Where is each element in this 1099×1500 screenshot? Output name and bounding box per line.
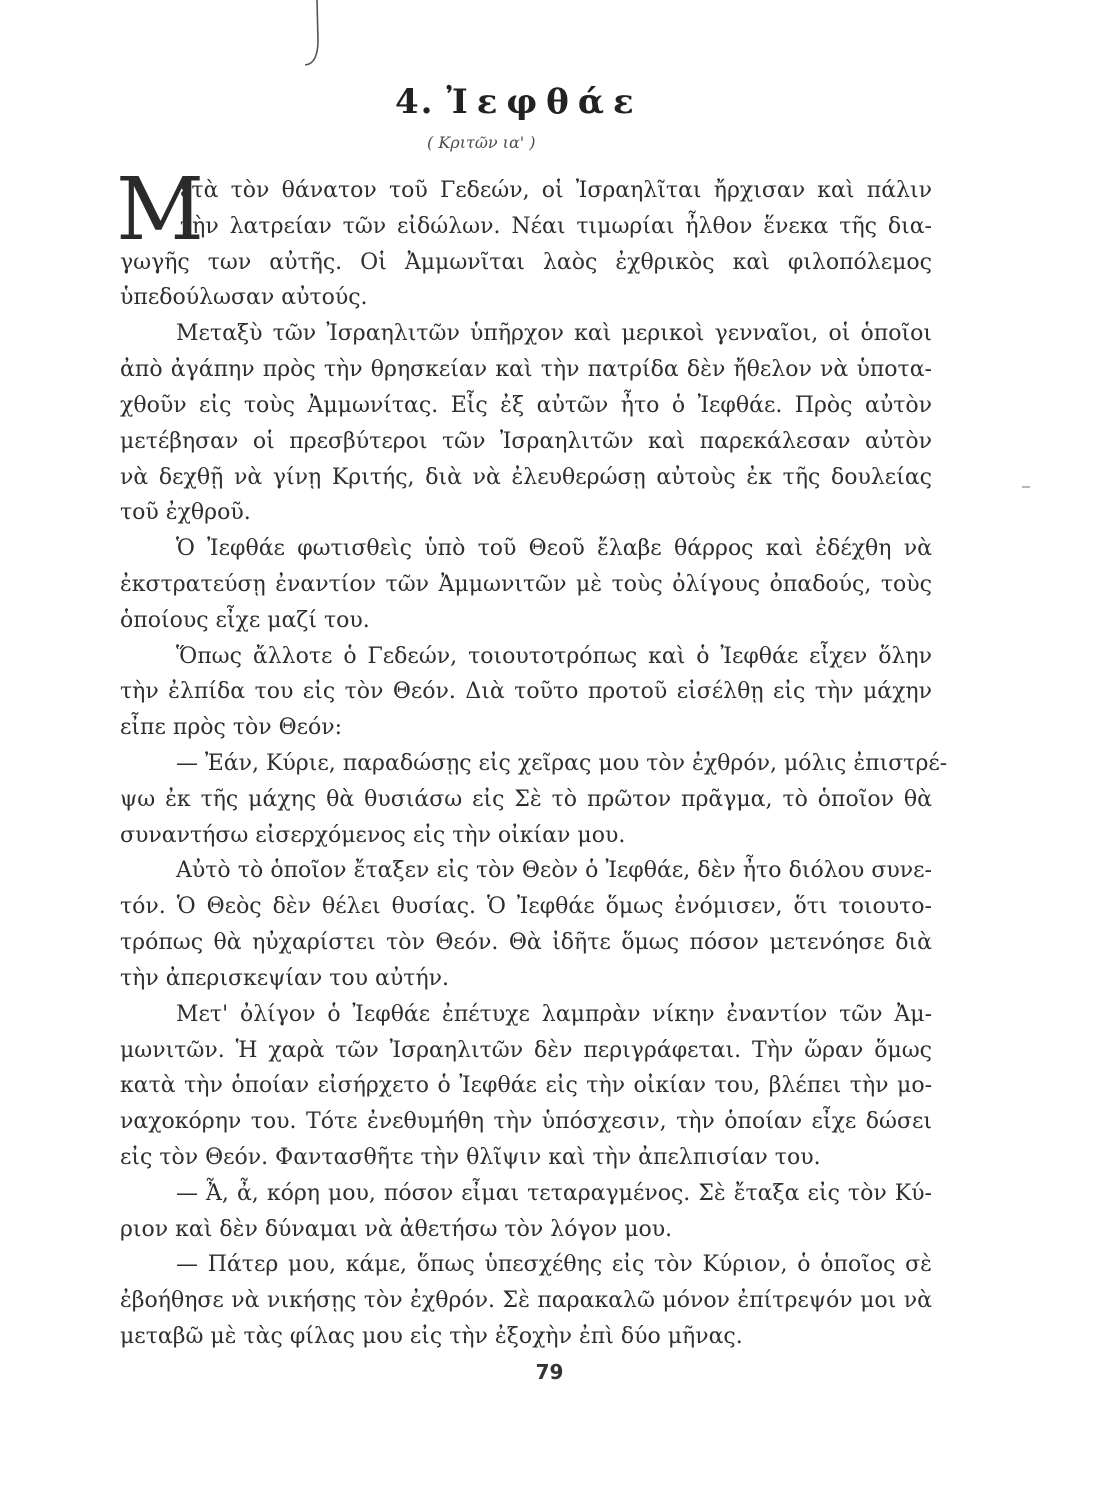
text-line: — Πάτερ μου, κάμε, ὅπως ὑπεσχέθης εἰς τὸν Κύριον, ὁ ὁποῖος σὲ	[176, 1252, 932, 1277]
text-line: κατὰ τὴν ὁποίαν εἰσήρχετο ὁ Ἰεφθάε εἰς τὴν οἰκίαν του, βλέπει τὴν μο-	[120, 1073, 932, 1098]
text-line: μωνιτῶν. Ἡ χαρὰ τῶν Ἰσραηλιτῶν δὲν περιγράφεται. Τὴν ὥραν ὅμως	[120, 1038, 932, 1063]
chapter-name: Ἰεφθάε	[446, 82, 643, 122]
drop-cap: Μ	[116, 160, 205, 260]
text-line: ριον καὶ δὲν δύναμαι νὰ ἀθετήσω τὸν λόγον μου.	[120, 1217, 673, 1242]
text-line: γωγῆς των αὐτῆς. Οἱ Ἀμμωνῖται λαὸς ἐχθρικὸς καὶ φιλοπόλεμος	[120, 250, 932, 275]
text-line: τόν. Ὁ Θεὸς δὲν θέλει θυσίας. Ὁ Ἰεφθάε ὅμως ἐνόμισεν, ὅτι τοιουτο-	[120, 894, 932, 919]
text-line: τὴν ἀπερισκεψίαν του αὐτήν.	[120, 966, 449, 991]
text-line: — Ἐάν, Κύριε, παραδώσῃς εἰς χεῖρας μου τὸν ἐχθρόν, μόλις ἐπιστρέ-	[176, 751, 948, 776]
text-line: τὴν λατρείαν τῶν εἰδώλων. Νέαι τιμωρίαι ἦλθον ἕνεκα τῆς δια-	[180, 214, 932, 239]
text-line: εἰς τὸν Θεόν. Φαντασθῆτε τὴν θλῖψιν καὶ τὴν ἀπελπισίαν του.	[120, 1145, 821, 1170]
text-line: ναχοκόρην του. Τότε ἐνεθυμήθη τὴν ὑπόσχεσιν, τὴν ὁποίαν εἶχε δώσει	[120, 1109, 932, 1134]
text-line: ψω ἐκ τῆς μάχης θὰ θυσιάσω εἰς Σὲ τὸ πρῶτον πρᾶγμα, τὸ ὁποῖον θὰ	[120, 787, 932, 812]
text-line: μεταβῶ μὲ τὰς φίλας μου εἰς τὴν ἐξοχὴν ἐπὶ δύο μῆνας.	[120, 1324, 743, 1349]
text-line: ετὰ τὸν θάνατον τοῦ Γεδεών, οἱ Ἰσραηλῖται ἤρχισαν καὶ πάλιν	[180, 178, 932, 203]
text-line: Ὅπως ἄλλοτε ὁ Γεδεών, τοιουτοτρόπως καὶ ὁ Ἰεφθάε εἶχεν ὅλην	[176, 644, 932, 669]
text-line: χθοῦν εἰς τοὺς Ἀμμωνίτας. Εἷς ἐξ αὐτῶν ἦτο ὁ Ἰεφθάε. Πρὸς αὐτὸν	[120, 393, 932, 418]
text-line: Μεταξὺ τῶν Ἰσραηλιτῶν ὑπῆρχον καὶ μερικοὶ γενναῖοι, οἱ ὁποῖοι	[176, 321, 932, 346]
text-line: μετέβησαν οἱ πρεσβύτεροι τῶν Ἰσραηλιτῶν καὶ παρεκάλεσαν αὐτὸν	[120, 429, 932, 454]
text-line: τρόπως θὰ ηὐχαρίστει τὸν Θεόν. Θὰ ἰδῆτε ὅμως πόσον μετενόησε διὰ	[120, 930, 932, 955]
text-line: τὴν ἐλπίδα του εἰς τὸν Θεόν. Διὰ τοῦτο προτοῦ εἰσέλθῃ εἰς τὴν μάχην	[120, 679, 932, 704]
scripture-reference: ( Κριτῶν ια' )	[427, 133, 536, 152]
text-line: τοῦ ἐχθροῦ.	[120, 500, 251, 525]
text-line: Μετ' ὀλίγον ὁ Ἰεφθάε ἐπέτυχε λαμπρὰν νίκην ἐναντίον τῶν Ἀμ-	[176, 1002, 932, 1027]
text-line: εἶπε πρὸς τὸν Θεόν:	[120, 715, 343, 740]
text-line: ὁποίους εἶχε μαζί του.	[120, 608, 370, 633]
text-line: ὑπεδούλωσαν αὐτούς.	[120, 285, 368, 310]
text-line: Αὐτὸ τὸ ὁποῖον ἔταξεν εἰς τὸν Θεὸν ὁ Ἰεφθάε, δὲν ἦτο διόλου συνε-	[176, 858, 932, 883]
text-line: ἐβοήθησε νὰ νικήσῃς τὸν ἐχθρόν. Σὲ παρακαλῶ μόνον ἐπίτρεψόν μοι νὰ	[120, 1288, 932, 1313]
text-line: νὰ δεχθῇ νὰ γίνῃ Κριτής, διὰ νὰ ἐλευθερώσῃ αὐτοὺς ἐκ τῆς δουλείας	[120, 465, 932, 490]
text-line: ἀπὸ ἀγάπην πρὸς τὴν θρησκείαν καὶ τὴν πατρίδα δὲν ἤθελον νὰ ὑποτα-	[120, 357, 932, 382]
text-line: Ὁ Ἰεφθάε φωτισθεὶς ὑπὸ τοῦ Θεοῦ ἔλαβε θάρρος καὶ ἐδέχθη νὰ	[176, 536, 932, 561]
text-line: ἐκστρατεύσῃ ἐναντίον τῶν Ἀμμωνιτῶν μὲ τοὺς ὀλίγους ὀπαδούς, τοὺς	[120, 572, 932, 597]
text-line: συναντήσω εἰσερχόμενος εἰς τὴν οἰκίαν μου.	[120, 823, 626, 848]
chapter-number: 4.	[395, 82, 435, 122]
page-number: 79	[535, 1360, 564, 1384]
text-line: — Ἆ, ἆ, κόρη μου, πόσον εἶμαι τεταραγμένος. Σὲ ἔταξα εἰς τὸν Κύ-	[176, 1181, 932, 1206]
